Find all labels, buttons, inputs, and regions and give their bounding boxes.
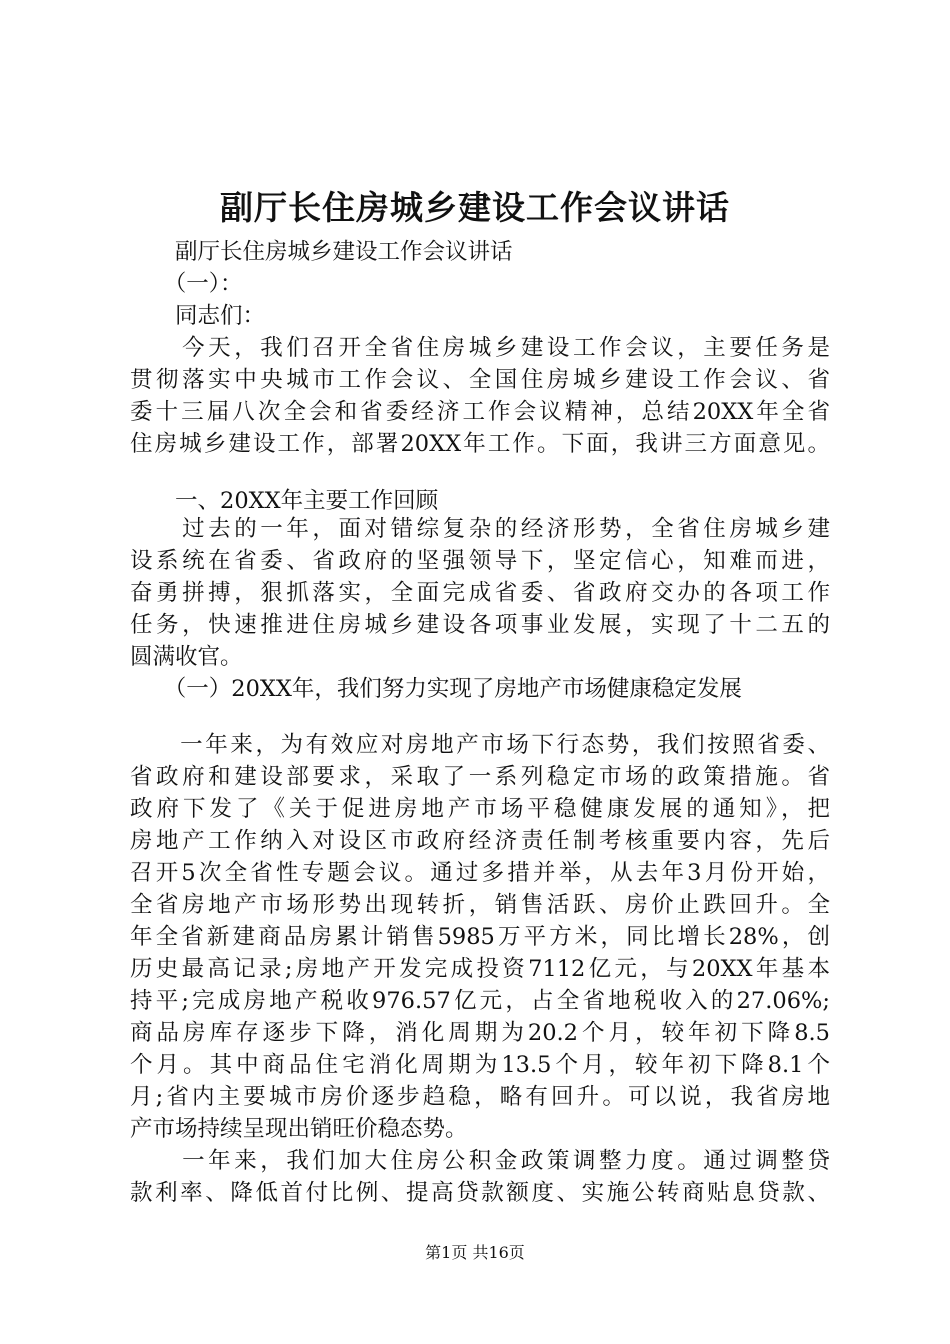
section-label: （一）： (130, 271, 243, 297)
text-line: 持平;完成房地产税收976.57亿元，占全省地税收入的27.06%; (130, 988, 830, 1014)
page-title: 副厅长住房城乡建设工作会议讲话 (220, 188, 730, 227)
text-line: 政府下发了《关于促进房地产市场平稳健康发展的通知》，把 (130, 796, 830, 822)
text-line: 产市场持续呈现出销旺价稳态势。 (130, 1116, 468, 1142)
text-line: 房地产工作纳入对设区市政府经济责任制考核重要内容，先后 (130, 828, 830, 854)
text-line: 住房城乡建设工作，部署20XX年工作。下面，我讲三方面意见。 (130, 431, 830, 457)
subtitle-line: 副厅长住房城乡建设工作会议讲话 (130, 239, 513, 265)
text-line: 月;省内主要城市房价逐步趋稳，略有回升。可以说，我省房地 (130, 1084, 830, 1110)
text-line: 圆满收官。 (130, 644, 243, 670)
page-footer: 第1页 共16页 (425, 1243, 525, 1262)
text-line: 款利率、降低首付比例、提高贷款额度、实施公转商贴息贷款、 (130, 1180, 830, 1206)
text-line: 召开5次全省性专题会议。通过多措并举，从去年3月份开始， (130, 860, 830, 886)
text-line: 奋勇拼搏，狠抓落实，全面完成省委、省政府交办的各项工作 (130, 580, 830, 606)
text-line: 省政府和建设部要求，采取了一系列稳定市场的政策措施。省 (130, 764, 830, 790)
text-line: 历史最高记录;房地产开发完成投资7112亿元，与20XX年基本 (130, 956, 830, 982)
text-line: 一年来，为有效应对房地产市场下行态势，我们按照省委、 (130, 732, 830, 758)
text-line: 过去的一年，面对错综复杂的经济形势，全省住房城乡建 (130, 516, 830, 542)
text-line: 贯彻落实中央城市工作会议、全国住房城乡建设工作会议、省 (130, 367, 830, 393)
text-line: 委十三届八次全会和省委经济工作会议精神，总结20XX年全省 (130, 399, 830, 425)
text-line: 任务，快速推进住房城乡建设各项事业发展，实现了十二五的 (130, 612, 830, 638)
text-line: 全省房地产市场形势出现转折，销售活跃、房价止跌回升。全 (130, 892, 830, 918)
text-line: 一年来，我们加大住房公积金政策调整力度。通过调整贷 (130, 1148, 830, 1174)
text-line: 年全省新建商品房累计销售5985万平方米，同比增长28%，创 (130, 924, 830, 950)
text-line: 设系统在省委、省政府的坚强领导下，坚定信心，知难而进， (130, 548, 830, 574)
text-line: 商品房库存逐步下降，消化周期为20.2个月，较年初下降8.5 (130, 1020, 830, 1046)
subsection-heading: （一）20XX年，我们努力实现了房地产市场健康稳定发展 (130, 676, 742, 702)
salutation: 同志们： (130, 303, 266, 329)
text-line: 个月。其中商品住宅消化周期为13.5个月，较年初下降8.1个 (130, 1052, 830, 1078)
section-heading: 一、20XX年主要工作回顾 (130, 488, 439, 514)
text-line: 今天，我们召开全省住房城乡建设工作会议，主要任务是 (130, 335, 830, 361)
